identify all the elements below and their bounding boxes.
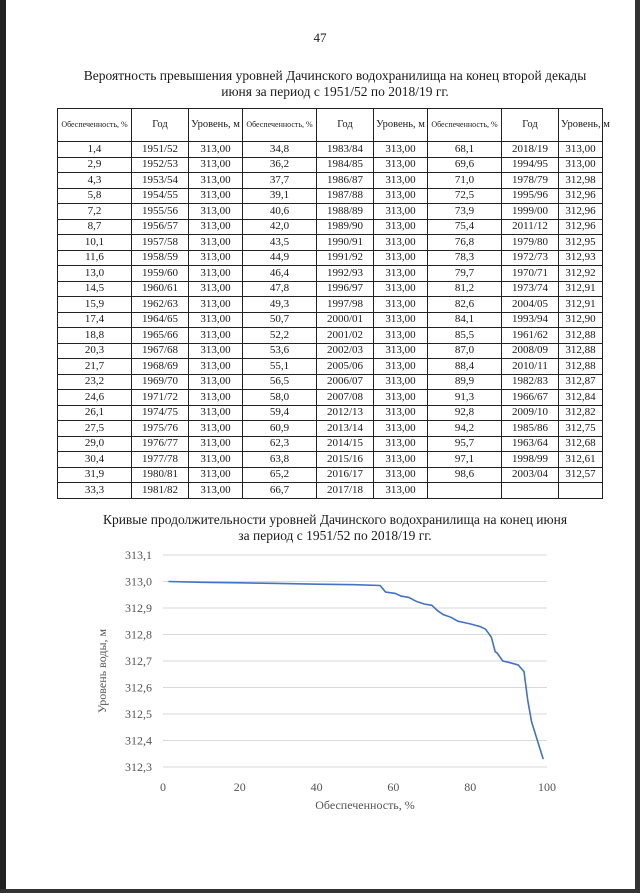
table-cell: 69,6 [428, 157, 502, 173]
table-row [58, 343, 603, 359]
table-cell [502, 483, 559, 499]
table-cell: 47,8 [243, 281, 317, 297]
table-cell: 1,4 [58, 142, 132, 158]
table-cell: 313,00 [374, 250, 428, 266]
table-cell: 84,1 [428, 312, 502, 328]
table-cell: 34,8 [243, 142, 317, 158]
table-cell: 2016/17 [317, 467, 374, 483]
table-cell: 91,3 [428, 390, 502, 406]
table-cell: 312,92 [559, 266, 603, 282]
table-cell: 313,00 [374, 374, 428, 390]
table-row [58, 142, 603, 158]
table-cell: 55,1 [243, 359, 317, 375]
table-cell: 1971/72 [132, 390, 189, 406]
table-cell: 56,5 [243, 374, 317, 390]
table-cell: 313,00 [374, 188, 428, 204]
table-cell: 312,88 [559, 328, 603, 344]
table-cell: 313,00 [189, 312, 243, 328]
chart-title-line1: Кривые продолжительности уровней Дачинского водохранилища на конец июня [102, 512, 568, 527]
table-row [58, 359, 603, 375]
table-cell: 313,00 [374, 173, 428, 189]
table-cell: 1980/81 [132, 467, 189, 483]
table-cell: 1970/71 [502, 266, 559, 282]
table-cell: 1983/84 [317, 142, 374, 158]
table-cell: 312,75 [559, 421, 603, 437]
header-year-1: Год [132, 109, 189, 142]
chart-grid [163, 555, 547, 767]
x-tick-label: 0 [160, 780, 166, 794]
probability-table [57, 108, 610, 499]
table-cell: 2,9 [58, 157, 132, 173]
x-tick-label: 60 [387, 780, 400, 794]
table-cell: 1951/52 [132, 142, 189, 158]
table-cell: 2006/07 [317, 374, 374, 390]
table-cell: 313,00 [374, 328, 428, 344]
table-cell: 46,4 [243, 266, 317, 282]
table-cell: 312,88 [559, 343, 603, 359]
header-level-1: Уровень, м [189, 109, 243, 142]
table-cell: 17,4 [58, 312, 132, 328]
table-cell: 1963/64 [502, 436, 559, 452]
table-cell: 312,91 [559, 281, 603, 297]
table-cell: 72,5 [428, 188, 502, 204]
table-cell: 313,00 [374, 483, 428, 499]
table-row [58, 312, 603, 328]
scan-edge-bottom [0, 889, 640, 893]
table-cell: 313,00 [189, 421, 243, 437]
y-tick-label: 312,9 [125, 601, 152, 615]
x-tick-label: 20 [233, 780, 246, 794]
table-cell: 30,4 [58, 452, 132, 468]
table-cell: 1994/95 [502, 157, 559, 173]
y-tick-label: 312,4 [125, 733, 152, 748]
table-cell: 8,7 [58, 219, 132, 235]
table-cell: 1988/89 [317, 204, 374, 220]
table-cell: 20,3 [58, 343, 132, 359]
table-cell: 1955/56 [132, 204, 189, 220]
table-cell: 29,0 [58, 436, 132, 452]
table-cell: 1957/58 [132, 235, 189, 251]
table-row [58, 467, 603, 483]
table-row [58, 266, 603, 282]
y-tick-label: 312,6 [125, 680, 152, 695]
chart-title-line2: за период с 1951/52 по 2018/19 гг. [238, 528, 432, 543]
table-row [58, 328, 603, 344]
table-cell: 313,00 [189, 343, 243, 359]
table-cell: 1961/62 [502, 328, 559, 344]
x-axis-ticks [160, 780, 556, 794]
table-cell: 68,1 [428, 142, 502, 158]
table-cell: 313,00 [374, 359, 428, 375]
table-cell: 1954/55 [132, 188, 189, 204]
table-cell: 1995/96 [502, 188, 559, 204]
table-cell: 313,00 [189, 359, 243, 375]
header-year-3: Год [502, 109, 559, 142]
table-cell: 33,3 [58, 483, 132, 499]
table-cell: 44,9 [243, 250, 317, 266]
table-cell: 313,00 [374, 235, 428, 251]
table-cell: 312,95 [559, 235, 603, 251]
table-cell: 11,6 [58, 250, 132, 266]
table-row [58, 204, 603, 220]
table-cell: 313,00 [189, 235, 243, 251]
table-cell: 36,2 [243, 157, 317, 173]
table-cell: 313,00 [374, 343, 428, 359]
table-cell: 1975/76 [132, 421, 189, 437]
table-cell: 62,3 [243, 436, 317, 452]
table-cell: 1969/70 [132, 374, 189, 390]
table-cell: 97,1 [428, 452, 502, 468]
table-cell: 14,5 [58, 281, 132, 297]
x-tick-label: 40 [310, 780, 323, 794]
table-cell: 92,8 [428, 405, 502, 421]
table-cell: 1972/73 [502, 250, 559, 266]
table-cell: 313,00 [189, 483, 243, 499]
table-row [58, 297, 603, 313]
table-cell: 313,00 [374, 436, 428, 452]
y-tick-label: 312,8 [125, 627, 152, 642]
table-cell: 2017/18 [317, 483, 374, 499]
table-cell: 1993/94 [502, 312, 559, 328]
table-cell: 313,00 [189, 188, 243, 204]
scan-edge-left [0, 0, 6, 893]
table-cell: 2004/05 [502, 297, 559, 313]
table-cell: 313,00 [374, 157, 428, 173]
table-cell: 312,96 [559, 204, 603, 220]
table-cell: 59,4 [243, 405, 317, 421]
table-cell: 313,00 [189, 390, 243, 406]
duration-curve-chart [60, 540, 600, 840]
y-axis-ticks [125, 548, 152, 774]
x-axis-label: Обеспеченность, % [315, 798, 415, 812]
table-cell: 52,2 [243, 328, 317, 344]
table-cell: 58,0 [243, 390, 317, 406]
table-cell: 313,00 [374, 266, 428, 282]
table-row [58, 173, 603, 189]
table-row [58, 157, 603, 173]
table-cell: 1992/93 [317, 266, 374, 282]
table-cell: 26,1 [58, 405, 132, 421]
table-cell: 81,2 [428, 281, 502, 297]
table-cell: 313,00 [189, 281, 243, 297]
table-cell: 76,8 [428, 235, 502, 251]
table-cell: 13,0 [58, 266, 132, 282]
table-cell: 1991/92 [317, 250, 374, 266]
table-cell [559, 483, 603, 499]
table-cell: 313,00 [189, 266, 243, 282]
table-row [58, 390, 603, 406]
table-cell: 312,93 [559, 250, 603, 266]
table-cell: 10,1 [58, 235, 132, 251]
table-cell: 312,61 [559, 452, 603, 468]
table-cell: 2015/16 [317, 452, 374, 468]
table-title-line1: Вероятность превышения уровней Дачинского водохранилища на конец второй декады [83, 68, 587, 83]
table-cell: 312,57 [559, 467, 603, 483]
table-cell: 313,00 [189, 328, 243, 344]
table-cell: 27,5 [58, 421, 132, 437]
table-cell: 1964/65 [132, 312, 189, 328]
table-title-line2: июня за период с 1951/52 по 2018/19 гг. [221, 84, 449, 99]
table-cell: 313,00 [189, 157, 243, 173]
table-cell: 1998/99 [502, 452, 559, 468]
table-cell: 1982/83 [502, 374, 559, 390]
table-cell: 313,00 [374, 421, 428, 437]
table-cell: 21,7 [58, 359, 132, 375]
table-cell: 1996/97 [317, 281, 374, 297]
table-cell: 312,84 [559, 390, 603, 406]
table-cell: 313,00 [374, 452, 428, 468]
scan-edge-right [635, 0, 640, 893]
table-cell: 312,88 [559, 359, 603, 375]
table-cell: 1978/79 [502, 173, 559, 189]
table-cell: 313,00 [189, 405, 243, 421]
table-cell: 313,00 [374, 142, 428, 158]
table-cell: 313,00 [189, 297, 243, 313]
table-cell: 312,90 [559, 312, 603, 328]
table-row [58, 188, 603, 204]
table-cell: 63,8 [243, 452, 317, 468]
table-cell: 49,3 [243, 297, 317, 313]
table-cell: 50,7 [243, 312, 317, 328]
table-cell: 1985/86 [502, 421, 559, 437]
table-cell: 312,82 [559, 405, 603, 421]
table-cell: 2018/19 [502, 142, 559, 158]
table-cell: 1989/90 [317, 219, 374, 235]
table-cell: 1958/59 [132, 250, 189, 266]
table-cell: 94,2 [428, 421, 502, 437]
table-body [58, 142, 603, 499]
table-cell: 1953/54 [132, 173, 189, 189]
table-cell: 1976/77 [132, 436, 189, 452]
table-cell: 79,7 [428, 266, 502, 282]
table-row [58, 219, 603, 235]
table-cell: 1979/80 [502, 235, 559, 251]
table-cell: 313,00 [189, 467, 243, 483]
table-cell: 40,6 [243, 204, 317, 220]
header-probability-1: Обеспеченность, % [58, 109, 132, 142]
table-cell: 313,00 [189, 452, 243, 468]
table-cell: 85,5 [428, 328, 502, 344]
table-cell: 31,9 [58, 467, 132, 483]
table-cell: 53,6 [243, 343, 317, 359]
table-cell: 1952/53 [132, 157, 189, 173]
table-cell: 313,00 [189, 219, 243, 235]
header-year-2: Год [317, 109, 374, 142]
table-cell: 313,00 [559, 142, 603, 158]
y-axis-label: Уровень воды, м [95, 628, 109, 714]
x-tick-label: 100 [538, 780, 556, 794]
y-tick-label: 313,1 [125, 548, 152, 562]
table-cell: 313,00 [374, 405, 428, 421]
table-cell: 312,87 [559, 374, 603, 390]
table-cell: 1984/85 [317, 157, 374, 173]
header-probability-3: Обеспеченность, % [428, 109, 502, 142]
table-cell: 2005/06 [317, 359, 374, 375]
table-cell: 1977/78 [132, 452, 189, 468]
table-cell: 5,8 [58, 188, 132, 204]
table-cell: 43,5 [243, 235, 317, 251]
table-cell: 2012/13 [317, 405, 374, 421]
table-row [58, 452, 603, 468]
table-cell: 2014/15 [317, 436, 374, 452]
table-cell: 1965/66 [132, 328, 189, 344]
table-cell: 2007/08 [317, 390, 374, 406]
table-cell: 2001/02 [317, 328, 374, 344]
table-cell: 313,00 [374, 467, 428, 483]
table-cell: 1999/00 [502, 204, 559, 220]
table-cell: 37,7 [243, 173, 317, 189]
table-cell: 312,96 [559, 219, 603, 235]
table-cell: 313,00 [559, 157, 603, 173]
table-cell: 313,00 [374, 312, 428, 328]
table-cell: 1974/75 [132, 405, 189, 421]
table-row [58, 374, 603, 390]
table-cell: 312,98 [559, 173, 603, 189]
table-cell: 313,00 [189, 173, 243, 189]
table-cell: 73,9 [428, 204, 502, 220]
table-row [58, 421, 603, 437]
table-cell: 313,00 [374, 390, 428, 406]
table-cell: 1990/91 [317, 235, 374, 251]
table-cell: 39,1 [243, 188, 317, 204]
table-cell: 312,96 [559, 188, 603, 204]
table-cell: 2010/11 [502, 359, 559, 375]
table-cell: 313,00 [374, 204, 428, 220]
table-cell: 2000/01 [317, 312, 374, 328]
table-cell: 1962/63 [132, 297, 189, 313]
table-cell: 313,00 [189, 250, 243, 266]
y-tick-label: 312,3 [125, 760, 152, 774]
header-level-2: Уровень, м [374, 109, 428, 142]
table-cell: 60,9 [243, 421, 317, 437]
table-header-row [58, 109, 603, 142]
table-cell: 18,8 [58, 328, 132, 344]
table-cell: 89,9 [428, 374, 502, 390]
y-tick-label: 313,0 [125, 574, 152, 589]
table-cell: 66,7 [243, 483, 317, 499]
table-row [58, 235, 603, 251]
y-tick-label: 312,7 [125, 654, 152, 668]
table-cell: 2013/14 [317, 421, 374, 437]
table-cell: 15,9 [58, 297, 132, 313]
table-cell: 82,6 [428, 297, 502, 313]
table-cell: 1967/68 [132, 343, 189, 359]
table-cell: 78,3 [428, 250, 502, 266]
table-cell: 7,2 [58, 204, 132, 220]
table-cell: 4,3 [58, 173, 132, 189]
table-row [58, 281, 603, 297]
table-cell: 313,00 [374, 219, 428, 235]
table-cell: 2002/03 [317, 343, 374, 359]
table-cell: 87,0 [428, 343, 502, 359]
table-cell: 1987/88 [317, 188, 374, 204]
table-cell [428, 483, 502, 499]
table-cell: 88,4 [428, 359, 502, 375]
table-cell: 2011/12 [502, 219, 559, 235]
table-cell: 313,00 [374, 281, 428, 297]
table-cell: 65,2 [243, 467, 317, 483]
table-cell: 2009/10 [502, 405, 559, 421]
table-cell: 2008/09 [502, 343, 559, 359]
table-cell: 24,6 [58, 390, 132, 406]
table-row [58, 483, 603, 499]
table-cell: 312,68 [559, 436, 603, 452]
table-cell: 42,0 [243, 219, 317, 235]
table-cell: 71,0 [428, 173, 502, 189]
table-cell: 2003/04 [502, 467, 559, 483]
y-tick-label: 312,5 [125, 707, 152, 721]
table-cell: 1986/87 [317, 173, 374, 189]
table-cell: 1968/69 [132, 359, 189, 375]
table-cell: 1956/57 [132, 219, 189, 235]
table-cell: 1966/67 [502, 390, 559, 406]
table-cell: 312,91 [559, 297, 603, 313]
table-cell: 313,00 [189, 436, 243, 452]
table-cell: 95,7 [428, 436, 502, 452]
table-cell: 23,2 [58, 374, 132, 390]
table-cell: 313,00 [189, 204, 243, 220]
header-level-3: Уровень, м [559, 109, 603, 142]
x-tick-label: 80 [464, 780, 477, 794]
header-probability-2: Обеспеченность, % [243, 109, 317, 142]
table-cell: 1973/74 [502, 281, 559, 297]
table-cell: 98,6 [428, 467, 502, 483]
table-cell: 1981/82 [132, 483, 189, 499]
table-row [58, 436, 603, 452]
table-cell: 75,4 [428, 219, 502, 235]
table-cell: 1960/61 [132, 281, 189, 297]
table-cell: 313,00 [374, 297, 428, 313]
page-number: 47 [313, 30, 327, 45]
table-cell: 313,00 [189, 142, 243, 158]
table-cell: 1997/98 [317, 297, 374, 313]
table-row [58, 405, 603, 421]
table-row [58, 250, 603, 266]
table-cell: 1959/60 [132, 266, 189, 282]
table-cell: 313,00 [189, 374, 243, 390]
